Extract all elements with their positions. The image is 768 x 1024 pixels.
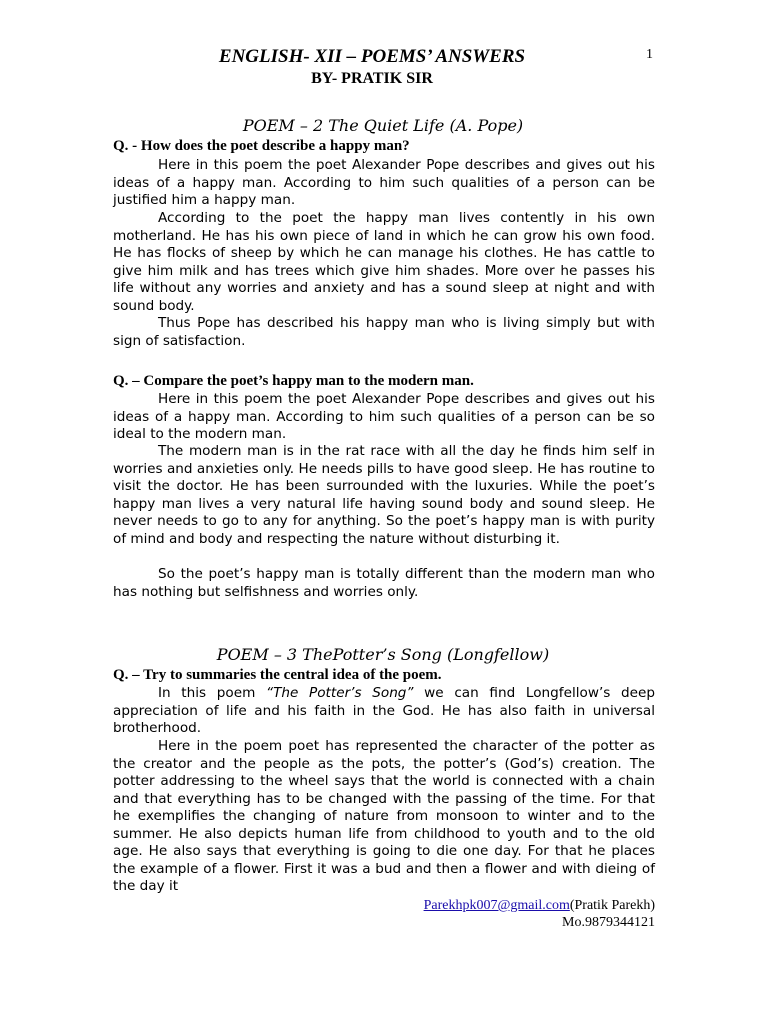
poem-heading-quiet-life: POEM – 2 The Quiet Life (A. Pope) [242,116,524,135]
answer-text: In this poem [158,685,267,701]
footer-mobile: Mo.9879344121 [562,915,655,930]
answer-paragraph: Here in the poem poet has represented the character of the potter as the creator and the people as the pots, the potter’s (God’s) creation. The potter addressing to the wheel says that the world is connected with a chain and that everything has to be changed with the passing of the time. For that he exemplifies the changing of nature from monsoon to winter and to the summer. He also depicts human life from childhood to youth and to the old age. He also says that everything is going to die one day. For that he places the example of a flower. First it was a bud and then a flower and with dieing of the day it [113,738,655,894]
poem-title-emphasis: “The Potter’s Song” [266,685,414,701]
answer-paragraph: Thus Pope has described his happy man who is living simply but with sign of satisfaction. [113,315,655,349]
answer-paragraph [113,685,655,738]
answer-paragraph: Here in this poem the poet Alexander Pope describes and gives out his ideas of a happy man. According to him such qualities of a person can be so ideal to the modern man. [113,391,655,442]
answer-paragraph: So the poet’s happy man is totally different than the modern man who has nothing but selfishness and worries only. [113,566,655,600]
page-number: 1 [646,47,653,62]
answer-paragraph: The modern man is in the rat race with all the day he finds him self in worries and anxieties only. He needs pills to have good sleep. He has routine to visit the doctor. He has been surrounded with the luxuries. While the poet’s happy man lives a very natural life having sound body and sound sleep. He never needs to go to any for anything. So the poet’s happy man is with purity of mind and body and respecting the nature without disturbing it. [113,443,655,547]
question-happy-man: Q. - How does the poet describe a happy man? [113,138,410,154]
answer-text: we can find Longfellow’s deep appreciation of life and his faith in the God. He has also faith in universal brotherhood. [113,685,656,736]
answer-paragraph: Here in this poem the poet Alexander Pope describes and gives out his ideas of a happy man. According to him such qualities of a person can be justified him a happy man. [113,157,655,208]
email-link[interactable]: Parekhpk007@gmail.com [423,898,570,913]
document-byline: BY- PRATIK SIR [311,70,433,87]
footer-contact [424,898,655,914]
question-compare-modern-man: Q. – Compare the poet’s happy man to the modern man. [113,373,474,389]
author-name: (Pratik Parekh) [569,898,655,913]
answer-paragraph: According to the poet the happy man lives contently in his own motherland. He has his own piece of land in which he can grow his own food. He has flocks of sheep by which he can manage his clothes. He has cattle to give him milk and has trees which give him shades. More over he passes his life without any worries and anxiety and has a sound sleep at night and with sound body. [113,210,655,314]
document-title: ENGLISH- XII – POEMS’ ANSWERS [218,46,526,67]
poem-heading-potters-song: POEM – 3 ThePotter’s Song (Longfellow) [216,645,550,664]
question-central-idea: Q. – Try to summaries the central idea of the poem. [113,667,442,683]
